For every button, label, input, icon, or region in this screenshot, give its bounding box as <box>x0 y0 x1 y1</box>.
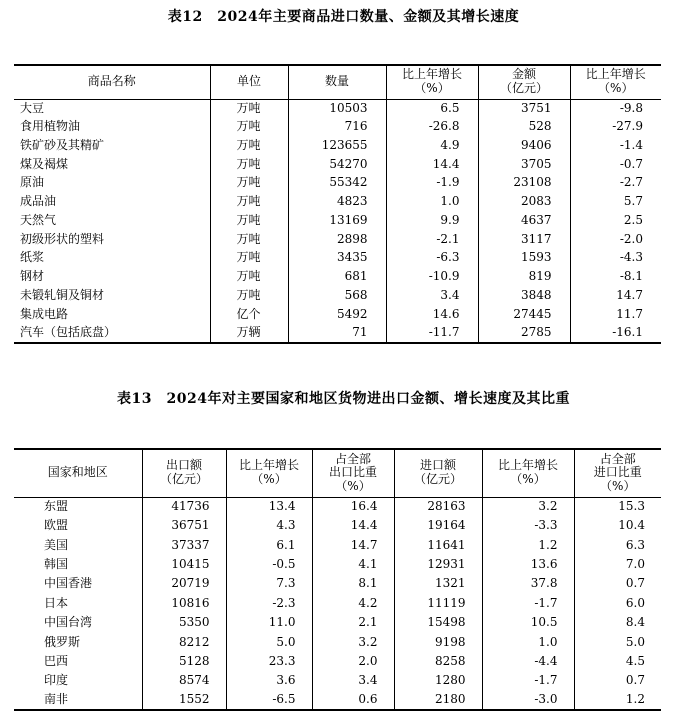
table13-body <box>14 497 661 710</box>
table-cell: 37337 <box>142 536 226 555</box>
table-row <box>14 305 661 324</box>
table-cell: -11.7 <box>386 324 478 343</box>
table-cell: 3705 <box>478 155 570 174</box>
row-label: 美国 <box>44 537 69 552</box>
table-cell: 8258 <box>394 652 482 671</box>
table-row <box>14 155 661 174</box>
row-label: 欧盟 <box>44 518 69 533</box>
table-cell: 6.1 <box>226 536 312 555</box>
table-cell: 716 <box>288 118 386 137</box>
table12 <box>14 64 661 344</box>
table12-header <box>14 65 661 99</box>
table-cell: 4.5 <box>574 652 661 671</box>
table-cell: 11.0 <box>226 613 312 632</box>
table-cell: 568 <box>288 287 386 306</box>
table13-header-cell: 比上年增长 （%） <box>482 449 574 497</box>
table-cell: -6.3 <box>386 249 478 268</box>
table-row <box>14 174 661 193</box>
table12-header-cell: 数量 <box>288 65 386 99</box>
table12-title: 表12 2024年主要商品进口数量、金额及其增长速度 <box>167 9 520 25</box>
table-cell: 万吨 <box>210 249 288 268</box>
table-row <box>14 652 661 671</box>
table-cell: 8.1 <box>312 575 394 594</box>
table-cell: 4.2 <box>312 594 394 613</box>
table-cell: 10.5 <box>482 613 574 632</box>
row-label: 汽车（包括底盘） <box>20 324 117 339</box>
row-label: 东盟 <box>44 499 69 514</box>
table13 <box>14 448 661 711</box>
table-cell: 万吨 <box>210 155 288 174</box>
table-cell: 10816 <box>142 594 226 613</box>
table-cell: 15.3 <box>574 497 661 516</box>
table13-title: 表13 2024年对主要国家和地区货物进出口金额、增长速度及其比重 <box>117 391 570 407</box>
table-cell: 7.0 <box>574 555 661 574</box>
table13-header-cell: 出口额 （亿元） <box>142 449 226 497</box>
table-row <box>14 672 661 691</box>
table-cell: 3751 <box>478 99 570 118</box>
table-cell: 681 <box>288 268 386 287</box>
table-cell: 8212 <box>142 633 226 652</box>
table-cell: -2.1 <box>386 230 478 249</box>
table12-header-cell: 金额 （亿元） <box>478 65 570 99</box>
table-row <box>14 230 661 249</box>
table-cell: 2180 <box>394 691 482 710</box>
table-cell: 4.3 <box>226 516 312 535</box>
table12-header-cell: 商品名称 <box>87 74 136 89</box>
row-label: 未锻轧铜及铜材 <box>20 287 105 302</box>
table-cell: 万吨 <box>210 230 288 249</box>
table-cell: 万吨 <box>210 212 288 231</box>
table13-header-cell: 国家和地区 <box>47 465 108 480</box>
table-cell: 万吨 <box>210 193 288 212</box>
table-cell: 9406 <box>478 137 570 156</box>
table-row <box>14 497 661 516</box>
table-row <box>14 555 661 574</box>
table-cell: 13.4 <box>226 497 312 516</box>
table-cell: -1.7 <box>482 594 574 613</box>
table-cell: 8574 <box>142 672 226 691</box>
table-cell: 14.6 <box>386 305 478 324</box>
table-cell: 28163 <box>394 497 482 516</box>
table13-header <box>14 449 661 497</box>
row-label: 大豆 <box>20 100 45 115</box>
row-label: 南非 <box>44 692 69 707</box>
row-label: 印度 <box>44 673 69 688</box>
table-cell: 5492 <box>288 305 386 324</box>
table-cell: 4823 <box>288 193 386 212</box>
table-row <box>14 249 661 268</box>
table-cell: 54270 <box>288 155 386 174</box>
row-label: 初级形状的塑料 <box>20 231 105 246</box>
table12-body <box>14 99 661 343</box>
table-row <box>14 516 661 535</box>
table-cell: 23108 <box>478 174 570 193</box>
table-cell: -0.7 <box>570 155 661 174</box>
table-cell: 0.7 <box>574 575 661 594</box>
table-cell: -0.5 <box>226 555 312 574</box>
table-cell: 1321 <box>394 575 482 594</box>
table-cell: 2785 <box>478 324 570 343</box>
table-cell: 8.4 <box>574 613 661 632</box>
table-row <box>14 324 661 343</box>
table-row <box>14 118 661 137</box>
table-cell: 万吨 <box>210 137 288 156</box>
table-cell: -26.8 <box>386 118 478 137</box>
table-cell: 36751 <box>142 516 226 535</box>
table-row <box>14 691 661 710</box>
table-cell: 16.4 <box>312 497 394 516</box>
table-cell: 3.4 <box>386 287 478 306</box>
row-label: 铁矿砂及其精矿 <box>20 137 105 152</box>
table-cell: 万吨 <box>210 99 288 118</box>
table-row <box>14 575 661 594</box>
table-cell: -4.3 <box>570 249 661 268</box>
table-cell: -6.5 <box>226 691 312 710</box>
row-label: 俄罗斯 <box>44 634 81 649</box>
table-cell: 3848 <box>478 287 570 306</box>
table12-header-cell: 单位 <box>210 65 288 99</box>
row-label: 集成电路 <box>20 306 69 321</box>
table-cell: 亿个 <box>210 305 288 324</box>
table-cell: 3.2 <box>482 497 574 516</box>
table-cell: 1.2 <box>482 536 574 555</box>
table-cell: 12931 <box>394 555 482 574</box>
table-cell: 7.3 <box>226 575 312 594</box>
table-cell: 1.2 <box>574 691 661 710</box>
table-cell: 11.7 <box>570 305 661 324</box>
table-cell: -1.4 <box>570 137 661 156</box>
table-cell: 万吨 <box>210 174 288 193</box>
table-cell: 3.6 <box>226 672 312 691</box>
table-cell: 13.6 <box>482 555 574 574</box>
table-cell: 0.7 <box>574 672 661 691</box>
table-cell: 3117 <box>478 230 570 249</box>
table-cell: 1552 <box>142 691 226 710</box>
table-cell: 1280 <box>394 672 482 691</box>
table-cell: 10415 <box>142 555 226 574</box>
table-row <box>14 137 661 156</box>
table-cell: 4.9 <box>386 137 478 156</box>
row-label: 煤及褐煤 <box>20 156 69 171</box>
table-cell: 4.1 <box>312 555 394 574</box>
table-cell: -27.9 <box>570 118 661 137</box>
table-cell: -3.0 <box>482 691 574 710</box>
table-cell: 2.5 <box>570 212 661 231</box>
table-row <box>14 613 661 632</box>
row-label: 日本 <box>44 595 69 610</box>
row-label: 纸浆 <box>20 250 45 265</box>
table-row <box>14 212 661 231</box>
table-cell: 71 <box>288 324 386 343</box>
table-cell: 9198 <box>394 633 482 652</box>
table-cell: 0.6 <box>312 691 394 710</box>
row-label: 天然气 <box>20 212 57 227</box>
table-cell: 万吨 <box>210 118 288 137</box>
table-cell: 11641 <box>394 536 482 555</box>
table-cell: 4637 <box>478 212 570 231</box>
table-cell: 5.0 <box>574 633 661 652</box>
table-cell: 41736 <box>142 497 226 516</box>
table-cell: -16.1 <box>570 324 661 343</box>
table-cell: -2.3 <box>226 594 312 613</box>
table-cell: -4.4 <box>482 652 574 671</box>
table-cell: 万吨 <box>210 268 288 287</box>
row-label: 韩国 <box>44 556 69 571</box>
table-cell: 1.0 <box>482 633 574 652</box>
row-label: 食用植物油 <box>20 119 81 134</box>
table-cell: 5.0 <box>226 633 312 652</box>
table-cell: 14.7 <box>312 536 394 555</box>
table-cell: 20719 <box>142 575 226 594</box>
table-cell: 55342 <box>288 174 386 193</box>
table-cell: -10.9 <box>386 268 478 287</box>
row-label: 中国香港 <box>44 576 93 591</box>
table13-header-cell: 占全部 进口比重 （%） <box>574 449 661 497</box>
table12-header-cell: 比上年增长 （%） <box>386 65 478 99</box>
table-cell: 123655 <box>288 137 386 156</box>
row-label: 巴西 <box>44 653 69 668</box>
table13-header-cell: 比上年增长 （%） <box>226 449 312 497</box>
table-row <box>14 193 661 212</box>
table-cell: 11119 <box>394 594 482 613</box>
table-cell: -8.1 <box>570 268 661 287</box>
table-cell: 6.0 <box>574 594 661 613</box>
table-cell: 14.4 <box>312 516 394 535</box>
table-cell: 万吨 <box>210 287 288 306</box>
row-label: 中国台湾 <box>44 615 93 630</box>
table-row <box>14 99 661 118</box>
table-cell: -1.9 <box>386 174 478 193</box>
row-label: 原油 <box>20 175 45 190</box>
table-cell: -9.8 <box>570 99 661 118</box>
table-cell: 万辆 <box>210 324 288 343</box>
row-label: 成品油 <box>20 194 57 209</box>
table-cell: 14.4 <box>386 155 478 174</box>
table-cell: 2.1 <box>312 613 394 632</box>
table-cell: 528 <box>478 118 570 137</box>
table-row <box>14 287 661 306</box>
table-cell: 1593 <box>478 249 570 268</box>
table-cell: 2898 <box>288 230 386 249</box>
table-row <box>14 536 661 555</box>
table-cell: -2.0 <box>570 230 661 249</box>
table-cell: 3435 <box>288 249 386 268</box>
table-row <box>14 633 661 652</box>
table-cell: 819 <box>478 268 570 287</box>
table-cell: 9.9 <box>386 212 478 231</box>
table-row <box>14 268 661 287</box>
table-cell: 37.8 <box>482 575 574 594</box>
table-cell: 6.5 <box>386 99 478 118</box>
table-cell: 2083 <box>478 193 570 212</box>
table-cell: 3.4 <box>312 672 394 691</box>
table-cell: 10503 <box>288 99 386 118</box>
table-cell: 23.3 <box>226 652 312 671</box>
table-cell: 1.0 <box>386 193 478 212</box>
table-cell: 5.7 <box>570 193 661 212</box>
table-cell: 19164 <box>394 516 482 535</box>
table-cell: 5350 <box>142 613 226 632</box>
table-cell: 6.3 <box>574 536 661 555</box>
table-cell: -3.3 <box>482 516 574 535</box>
table-cell: -1.7 <box>482 672 574 691</box>
table-cell: -2.7 <box>570 174 661 193</box>
table-cell: 3.2 <box>312 633 394 652</box>
row-label: 钢材 <box>20 269 45 284</box>
table-cell: 27445 <box>478 305 570 324</box>
table-cell: 5128 <box>142 652 226 671</box>
table-cell: 2.0 <box>312 652 394 671</box>
table13-header-cell: 占全部 出口比重 （%） <box>312 449 394 497</box>
table-cell: 15498 <box>394 613 482 632</box>
table-cell: 14.7 <box>570 287 661 306</box>
table-row <box>14 594 661 613</box>
table-cell: 10.4 <box>574 516 661 535</box>
table13-header-cell: 进口额 （亿元） <box>394 449 482 497</box>
table-cell: 13169 <box>288 212 386 231</box>
table12-header-cell: 比上年增长 （%） <box>570 65 661 99</box>
